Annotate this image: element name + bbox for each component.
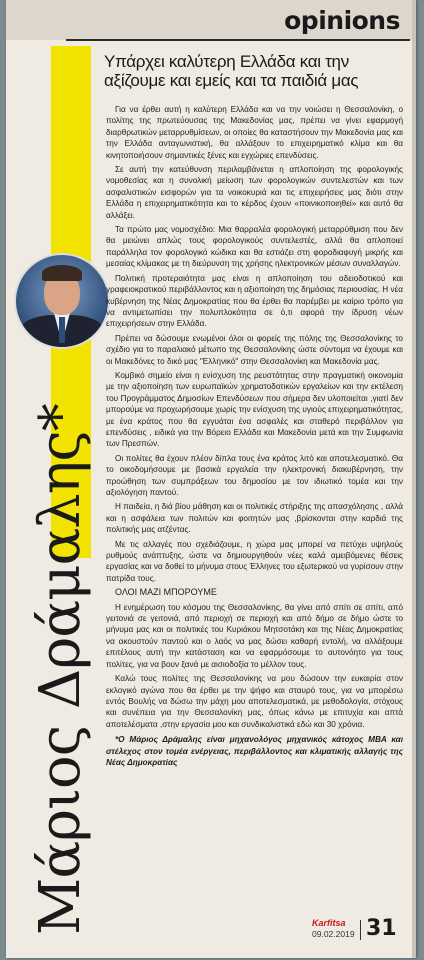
newspaper-page (6, 0, 416, 958)
article-subheading: ΟΛΟΙ ΜΑΖΙ ΜΠΟΡΟΥΜΕ (115, 587, 217, 598)
header-divider (66, 39, 410, 41)
article-paragraph: Η παιδεία, η διά βίου μάθηση και οι πολιτικές στήριξης της απασχόλησης , αλλά και η ασφάλεια των πολιτών και φοιτητών μας ,βρίσκονται στην καρδιά της πολιτικής μας ατζέντας. (106, 502, 403, 535)
photo-tie (59, 317, 65, 343)
author-photo (14, 253, 110, 349)
page-edge-shadow (412, 0, 416, 958)
page-number: 31 (366, 916, 397, 941)
footer-divider (360, 920, 361, 940)
article-headline: Υπάρχει καλύτερη Ελλάδα και την αξίζουμε και εμείς και τα παιδιά μας (104, 52, 359, 90)
article-paragraph: Τα πρώτο μας νομοσχέδιο: Μια θαρραλέα φορολογική μεταρρύθμιση που δεν θα μειώνει απλώς τους φορολογικούς συντελεστές, αλλά θα απλοποιεί παράλληλα τον φορολογικό κώδικα και θα εστιάζει στη φοροδιαφυγή μικρής και μεσαίας κλίμακας με τη διεύρυνση της χρήσης ηλεκτρονικών μέσων συναλλαγών. (106, 225, 403, 269)
article-paragraph: Σε αυτή την κατεύθυνση περιλαμβάνεται η απλοποίηση της φορολογικής νομοθεσίας και η συνολική μείωση των φορολογικών συντελεστών και των ασφαλιστικών εισφορών για τα νοικοκυριά και τις επιχειρήσεις μας διότι στην Ελλάδα η επιχειρηματικότητα και το κέρδος έχουν «ποινικοποιηθεί» και αυτό θα αλλάξει. (106, 165, 403, 220)
article-paragraph: Με τις αλλαγές που σχεδιάζουμε, η χώρα μας μπορεί να πετύχει υψηλούς ρυθμούς ανάπτυξης, ώστε να δημιουργηθούν νέες καλά αμειβόμενες θέσεις εργασίας και να δοθεί το μήνυμα στους Έλληνες του εξωτερικού να γυρίσουν στην πατρίδα τους. (106, 539, 403, 583)
author-bio: *Ο Μάριος Δράμαλης είναι μηχανολόγος μηχανικός κάτοχος MBA και στέλεχος στον τομέα ενέργειας, περιβάλλοντος και κλιματικής αλλαγής της Νέας Δημοκρατίας (106, 735, 403, 767)
article-paragraph: Οι πολίτες θα έχουν πλέον δίπλα τους ένα κράτος λιτό και αποτελεσματικό. Θα το οικοδομήσουμε με βασικά εργαλεία την ηλεκτρονική διακυβέρνηση, την προώθηση των συμπράξεων του δημοσίου με τον ιδιωτικό τομέα και την αξιολόγηση παντού. (106, 453, 403, 497)
article-body (106, 104, 403, 771)
section-label: opinions (284, 6, 400, 35)
article-paragraph: Για να έρθει αυτή η καλύτερη Ελλάδα και να την νοιώσει η Θεσσαλονίκη, ο πολίτης της πρωτεύουσας της Μακεδονίας μας, πρέπει να γίνει εφαρμογή διαρθρωτικών μεταρρυθμίσεων, οι οποίες θα καταστήσουν την Μακεδονία μας και την Ελλάδα ανταγωνιστική, θα αλλάξουν το επιχειρηματικό κλίμα και θα κινητοποιήσουν σημαντικές ξένες και εγχώριες επενδύσεις. (106, 105, 403, 160)
publication-logo: Karfitsa (312, 918, 346, 928)
article-paragraph: Πολιτική προτεραιότητα μας είναι η απλοποίηση του αδειοδοτικού και γραφειοκρατικού περιβάλλοντος και η αξιοποίηση της δημόσιας περιουσίας. Η νέα κυβέρνηση της Νέας Δημοκρατίας που θα έρθει θα παρέμβει με καίριο τρόπο για να αντιμετωπίσει την πολυπλοκότητα σε ό,τι αφορά την ίδρυση νέων επιχειρήσεων στην Ελλάδα. (106, 273, 403, 329)
page-footer (294, 918, 416, 944)
article-paragraph: Πρέπει να δώσουμε ενωμένοι όλοι οι φορείς της πόλης της Θεσσαλονίκης το σχέδιο για το παραλιακό μέτωπο της Θεσσαλονίκης ώστε σύντομα να έχουμε και οι Μακεδόνες το δικό μας "Ελληνικό" στην Θεσσαλονίκη και Μακεδονία μας. (106, 333, 403, 366)
section-header-bar (6, 0, 416, 40)
article-paragraph: Καλώ τους πολίτες της Θεσσαλονίκης να μου δώσουν την ευκαιρία στον εκλογικό αγώνα που θα έρθει με την ψήφο και σταυρό τους, για να μπορέσω εντός Βουλής να δώσω την μάχη μου αποτελεσματικά, με μεθοδολογία, στόχους και συνέπεια για την Θεσσαλονίκη μας, όπως κάνω με επιτυχία και απτά αποτελέσματα ,στην εργασία μου και συνδικαλιστικά εδώ και 30 χρόνια. (106, 674, 403, 729)
photo-hair (42, 265, 82, 281)
issue-date: 09.02.2019 (312, 929, 355, 939)
author-name-vertical: Μάριος Δράμαλης* (28, 404, 93, 935)
article-paragraph: Κομβικό σημείο είναι η ενίσχυση της ρευστότητας στην πραγματική οικονομία με την αξιοποίηση των ευρωπαϊκών χρηματοδοτικών εργαλείων και την εκτέλεση του Προγράμματος Δημοσίων Επενδύσεων που σήμερα δεν υλοποιείται ,γιατί δεν μπορούμε να προχωρήσουμε χωρίς την ενίσχυση της υγιούς επιχειρηματικότητας, με ένα κράτος που θα εγγυάται ένα ασφαλές και σταθερό περιβάλλον για επενδύσεις , ειδικά για την Βόρειο Ελλάδα και Μακεδονία μετά και την Συμφωνία των Πρεσπών. (106, 370, 403, 449)
article-paragraph: Η ενημέρωση του κόσμου της Θεσσαλονίκης, θα γίνει από σπίτι σε σπίτι, από γειτονιά σε γειτονιά, από περιοχή σε περιοχή και από δήμο σε δήμο ώστε το μήνυμα μας και οι πολιτικές του Κυριάκου Μητσοτάκη και της Νέας Δημοκρατίας να ακουστούν παντού και ο λαός να μας δώσει καθαρή εντολή, να αλλάξουμε επιτέλους αυτή την κατάσταση και να εφαρμόσουμε το αυτονόητο για τους πολίτες, για να βουν ξανά με αισιοδοξία το μέλλον τους. (106, 602, 403, 669)
